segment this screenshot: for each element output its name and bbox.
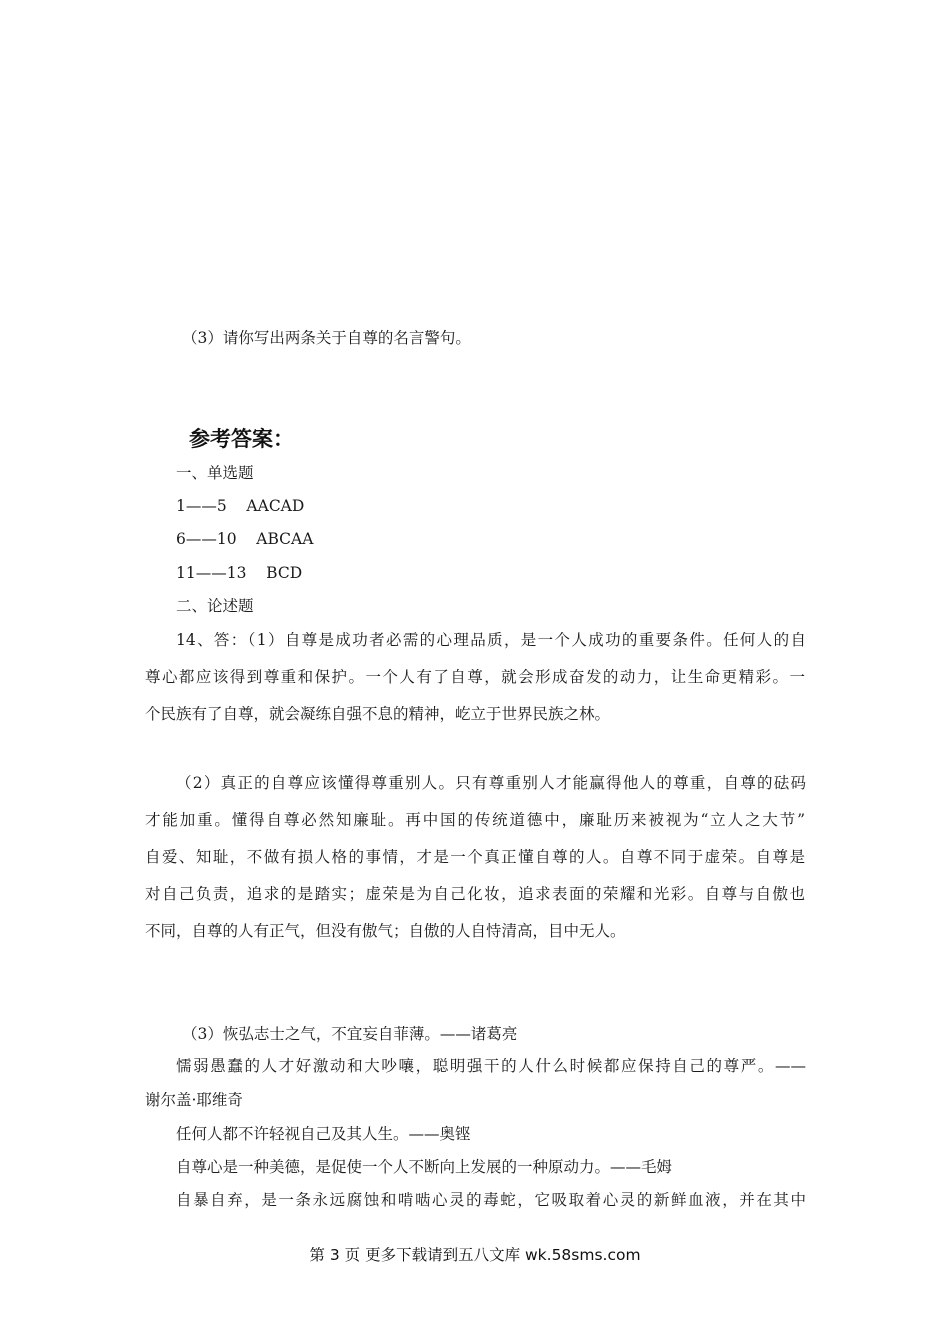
q14-part1-line: 尊心都应该得到尊重和保护。一个人有了自尊，就会形成奋发的动力，让生命更精彩。一 <box>145 668 805 686</box>
q14-part2-line: （2）真正的自尊应该懂得尊重别人。只有尊重别人才能赢得他人的尊重，自尊的砝码 <box>176 774 806 792</box>
q14-part2-line: 才能加重。懂得自尊必然知廉耻。再中国的传统道德中，廉耻历来被视为“立人之大节” <box>145 811 805 829</box>
quote-line: 懦弱愚蠢的人才好激动和大吵嚷，聪明强干的人什么时候都应保持自己的尊严。—— <box>176 1057 806 1075</box>
question-3-prompt: （3）请你写出两条关于自尊的名言警句。 <box>182 329 471 347</box>
answer-row-1: 1——5 AACAD <box>176 497 305 515</box>
quote-line: 自暴自弃，是一条永远腐蚀和啃啮心灵的毒蛇，它吸取着心灵的新鲜血液，并在其中 <box>176 1191 806 1209</box>
quote-line: 自尊心是一种美德，是促使一个人不断向上发展的一种原动力。——毛姆 <box>176 1158 673 1176</box>
answer-row-3: 11——13 BCD <box>176 564 303 582</box>
section-2-title: 二、论述题 <box>176 597 254 615</box>
quote-line: 谢尔盖·耶维奇 <box>145 1091 243 1109</box>
page-footer: 第 3 页 更多下载请到五八文库 wk.58sms.com <box>309 1246 641 1264</box>
q14-part1-line: 14、答：（1）自尊是成功者必需的心理品质，是一个人成功的重要条件。任何人的自 <box>176 631 806 649</box>
q14-part2-line: 对自己负责，追求的是踏实；虚荣是为自己化妆，追求表面的荣耀和光彩。自尊与自傲也 <box>145 885 805 903</box>
q14-part2-line: 不同，自尊的人有正气，但没有傲气；自傲的人自恃清高，目中无人。 <box>145 922 626 940</box>
q14-part2-line: 自爱、知耻，不做有损人格的事情，才是一个真正懂自尊的人。自尊不同于虚荣。自尊是 <box>145 848 805 866</box>
quote-line: （3）恢弘志士之气，不宜妄自菲薄。——诸葛亮 <box>182 1025 518 1043</box>
answers-heading: 参考答案： <box>189 427 294 451</box>
q14-part1-line: 个民族有了自尊，就会凝练自强不息的精神，屹立于世界民族之林。 <box>145 705 611 723</box>
answer-row-2: 6——10 ABCAA <box>176 530 314 548</box>
section-1-title: 一、单选题 <box>176 464 254 482</box>
quote-line: 任何人都不许轻视自己及其人生。——奥铿 <box>176 1125 471 1143</box>
